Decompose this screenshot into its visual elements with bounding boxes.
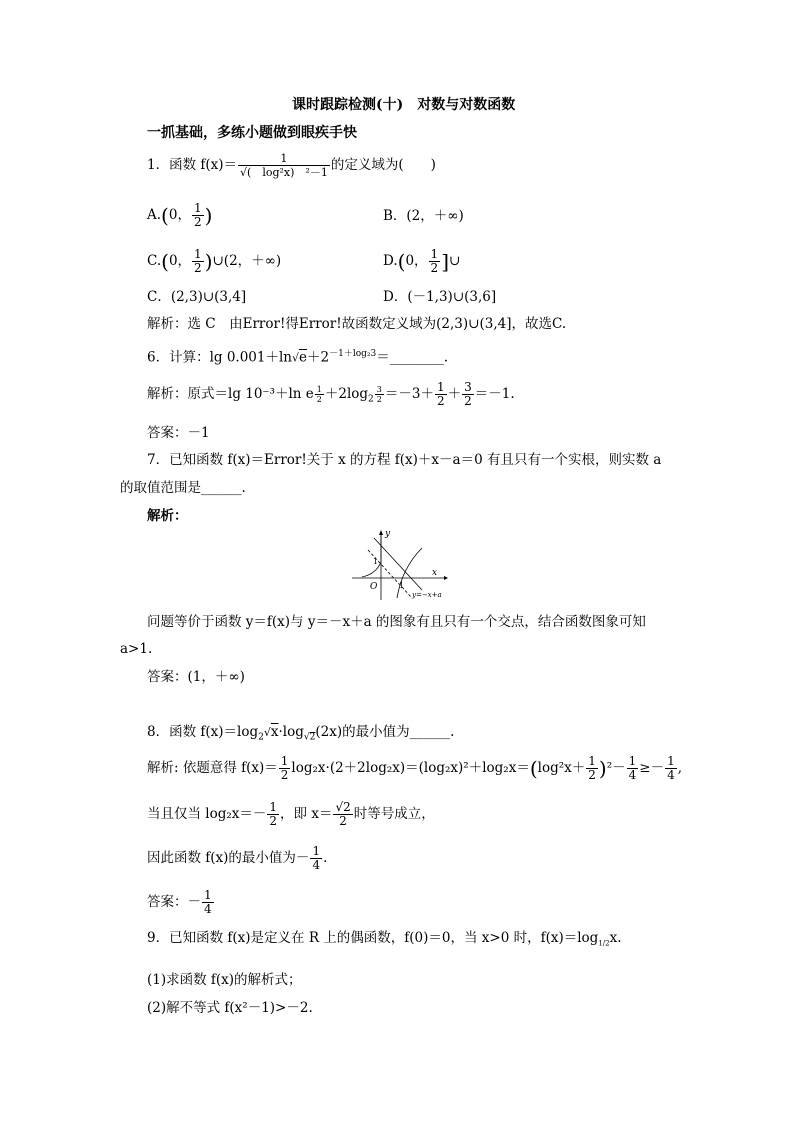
q9-part1: (1)求函数 f(x)的解析式；	[147, 972, 302, 988]
graph-x-label: x	[432, 568, 438, 578]
q9-part2: (2)解不等式 f(x²－1)>－2.	[147, 1000, 313, 1016]
q9-stem: 9．已知函数 f(x)是定义在 R 上的偶函数，f(0)＝0，当 x>0 时，$f(x)=\log_{1/2}x$.	[147, 930, 622, 948]
x-axis-arrow	[444, 576, 448, 580]
graph-y-label: y	[385, 529, 391, 539]
q1-stem: 1．函数 f(x)＝ $\frac{1}{\text{√( log²x) ²－1}}$ 的定义域为( )	[147, 152, 436, 179]
graph-tick-y1: 1	[373, 557, 379, 566]
q7-answer: 答案：(1，＋∞)	[147, 669, 245, 685]
q8-analysis-line2: 当且仅当 log₂x＝－ $\frac{1}{2}$ ，即 x＝ $\frac{√2}{2}$ 时等号成立，	[147, 800, 435, 828]
q6-stem: 6．计算：$\lg 0.001+\ln√e+2^{-1+log_23}=\_\_\_\_\_\_\_\_$.	[147, 349, 449, 366]
q1-option-b: B．(2，＋∞)	[383, 208, 464, 224]
q8-analysis-line3: 因此函数 f(x)的最小值为－ $\frac{1}{4}$ .	[147, 844, 328, 872]
q1-option-d: D.(0， $\frac{1}{2}$ ]∪	[383, 247, 461, 275]
q1-option-c: C.(0， $\frac{1}{2}$ )∪(2，＋∞)	[147, 247, 282, 275]
q7-stem-line2: 的取值范围是______.	[120, 480, 246, 496]
q7-explanation-line1: 问题等价于函数 y＝f(x)与 y＝－x＋a 的图象有且只有一个交点，结合函数图象可知	[147, 614, 646, 630]
q8-analysis-line1: 解析: 依题意得 f(x)＝ $\frac{1}{2}$ log₂x·(2＋2log₂x)＝(log₂x)²＋log₂x＝(log²x＋ $\frac{1}{2}$ )²－ $\frac{1}{4}$ ≥－ $\frac{1}{4}$ ,	[147, 754, 683, 782]
graph-tick-x1: 1	[399, 581, 405, 590]
q1-analysis: 解析：选 C 由Error!得Error!故函数定义域为(2,3)∪(3,4]，故选C.	[147, 316, 567, 332]
graph-origin-label: O	[370, 582, 378, 592]
q1-option-e: C．(2,3)∪(3,4]	[147, 289, 247, 305]
exp-branch	[362, 534, 381, 577]
q8-stem: 8．函数 $f(x)=\log_2√x\cdot\log_{√2}(2x)$的最小值为______.	[147, 724, 455, 743]
q8-answer: 答案：－ $\frac{1}{4}$	[147, 888, 212, 916]
q6-analysis: 解析：原式＝lg 10⁻³＋ln e $\frac{1}{2}$ $+2\log_2$ $\frac{3}{2}$ ＝－3＋ $\frac{1}{2}$ ＋ $\frac{3}{2}$ ＝－1.	[147, 380, 515, 408]
section-subtitle: 一抓基础，多练小题做到眼疾手快	[147, 125, 357, 141]
q7-explanation-line2: a>1.	[120, 641, 153, 657]
page-title: 课时跟踪检测(十) 对数与对数函数	[292, 97, 516, 113]
q6-answer: 答案：－1	[147, 425, 210, 441]
q1-option-a: A.(0， $\frac{1}{2}$ )	[147, 201, 213, 229]
q7-analysis-label: 解析：	[147, 508, 188, 524]
graph-line-label: y=−x+a	[412, 591, 442, 599]
q7-function-graph	[352, 528, 462, 602]
q1-option-f: D．(－1,3)∪(3,6]	[383, 289, 497, 305]
q7-stem-line1: 7．已知函数 f(x)＝Error!关于 x 的方程 f(x)＋x－a＝0 有且只有一个实根，则实数 a	[147, 452, 662, 468]
